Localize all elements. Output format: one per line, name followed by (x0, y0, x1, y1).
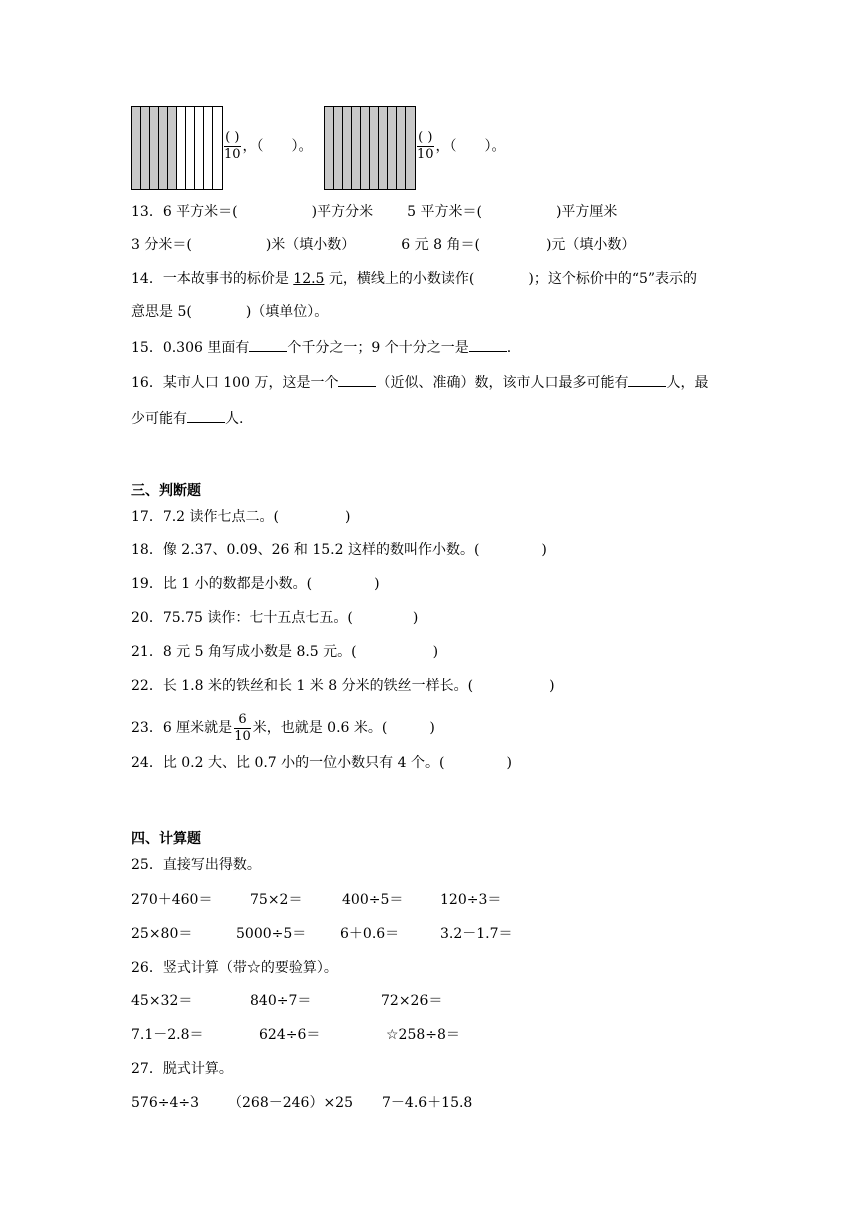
question-18 (131, 540, 547, 560)
text: 5 平方米＝( (407, 204, 482, 220)
text: ) (541, 542, 547, 558)
text: ) (412, 610, 419, 626)
question-13-line-2 (131, 235, 635, 255)
grid-cell (379, 107, 388, 189)
grid-cell (325, 107, 334, 189)
calc-row: 5000÷5＝ (236, 926, 307, 942)
text: ) (549, 678, 555, 694)
question-13-line-1 (131, 202, 617, 222)
question-26 (131, 958, 338, 978)
question-16-line-2 (131, 408, 243, 429)
grid-cell (213, 107, 222, 189)
text: . (506, 340, 512, 356)
grid-cell (195, 107, 204, 189)
text: 比 0.2 大、比 0.7 小的一位小数只有 4 个。( (162, 755, 445, 771)
text: ) (432, 644, 439, 660)
text: 比 1 小的数都是小数。( (162, 576, 313, 592)
blank[interactable] (338, 372, 376, 387)
denominator: 10 (224, 147, 241, 162)
calc-row: 624÷6＝ (259, 1027, 321, 1043)
grid-cell (334, 107, 343, 189)
question-20 (131, 608, 418, 628)
numerator: ( ) (225, 130, 240, 145)
text: 75.75 读作：七十五点七五。( (162, 610, 353, 626)
grid-cell (204, 107, 213, 189)
text: 一本故事书的标价是 (162, 271, 294, 287)
numerator: ( ) (418, 130, 433, 145)
figure-1-answer (222, 130, 313, 163)
grid-cell (370, 107, 379, 189)
text: 像 2.37、0.09、26 和 15.2 这样的数叫作小数。( (162, 542, 480, 558)
question-number: 16． (131, 375, 163, 391)
text: 人，最 (666, 375, 709, 391)
grid-cell (186, 107, 195, 189)
grid-cell (361, 107, 370, 189)
fraction-6-10 (234, 712, 251, 745)
question-24 (131, 753, 512, 773)
question-number: 22． (131, 678, 163, 694)
text: 直接写出得数。 (162, 857, 261, 873)
calc-row: 576÷4÷3 (131, 1095, 199, 1111)
text: 个千分之一；9 个十分之一是 (287, 340, 469, 356)
text: 米，也就是 0.6 米。( (252, 720, 388, 736)
text: 某市人口 100 万，这是一个 (162, 375, 339, 391)
question-27 (131, 1059, 233, 1079)
grid-cell (352, 107, 361, 189)
text: )平方厘米 (555, 204, 618, 220)
text: 6 平方米＝( (162, 204, 238, 220)
grid-cell (406, 107, 415, 189)
question-number: 26． (131, 960, 163, 976)
text: 长 1.8 米的铁丝和长 1 米 8 分米的铁丝一样长。( (162, 678, 474, 694)
question-number: 20． (131, 610, 163, 626)
grid-cell (343, 107, 352, 189)
blank[interactable] (249, 337, 287, 352)
grid-cell (150, 107, 159, 189)
question-23 (131, 710, 435, 746)
denominator: 10 (234, 728, 251, 744)
question-number: 25． (131, 857, 163, 873)
denominator: 10 (417, 147, 434, 162)
question-17 (131, 507, 350, 527)
underlined-price: 12.5 (293, 271, 325, 287)
text: 少可能有 (131, 411, 187, 427)
text: )（填单位）。 (245, 304, 329, 320)
fraction-grid-2 (324, 106, 416, 190)
text: )；这个标价中的“5”表示的 (528, 271, 698, 287)
question-number: 15． (131, 340, 163, 356)
text: 元，横线上的小数读作( (324, 271, 475, 287)
question-15 (131, 337, 511, 358)
text: ) (429, 720, 435, 736)
text: 脱式计算。 (162, 1061, 233, 1077)
question-number: 18． (131, 542, 163, 558)
grid-cell (132, 107, 141, 189)
text: ) (345, 509, 351, 525)
text: 6 元 8 角＝( (401, 237, 480, 253)
text: 意思是 5( (131, 304, 192, 320)
question-number: 19． (131, 576, 163, 592)
question-number: 17． (131, 509, 163, 525)
question-number: 27． (131, 1061, 163, 1077)
question-22 (131, 676, 555, 696)
question-number: 23． (131, 720, 163, 736)
question-25 (131, 855, 261, 875)
grid-cell (397, 107, 406, 189)
calc-row: 270＋460＝ (131, 892, 213, 908)
blank[interactable] (187, 408, 225, 423)
calc-row: 6＋0.6＝ (340, 926, 400, 942)
figure-tail: ，（ ）。 (435, 138, 506, 155)
text: ) (506, 755, 512, 771)
text: 8 元 5 角写成小数是 8.5 元。( (162, 644, 357, 660)
fraction-grid-1 (131, 106, 223, 190)
question-16-line-1 (131, 372, 708, 393)
calc-row: 72×26＝ (381, 993, 443, 1009)
text: 人. (225, 411, 244, 427)
text: 竖式计算（带☆的要验算）。 (162, 960, 338, 976)
calc-row: 45×32＝ (131, 993, 193, 1009)
grid-cell (141, 107, 150, 189)
text: )平方分米 (311, 204, 374, 220)
numerator: 6 (238, 711, 247, 727)
calc-row: 25×80＝ (131, 926, 193, 942)
calc-row: （268－246）×25 (228, 1095, 353, 1111)
text: 6 厘米就是 (162, 720, 233, 736)
calc-row: 75×2＝ (250, 892, 303, 908)
question-21 (131, 642, 438, 662)
grid-cell (388, 107, 397, 189)
question-number: 13． (131, 204, 163, 220)
question-number: 14． (131, 271, 163, 287)
blank[interactable] (628, 372, 666, 387)
fraction (417, 130, 434, 163)
section-heading-judge: 三、判断题 (131, 483, 201, 499)
calc-row: 840÷7＝ (250, 993, 312, 1009)
figure-tail: ，（ ）。 (242, 138, 313, 155)
text: 7.2 读作七点二。( (162, 509, 280, 525)
calc-row: 120÷3＝ (440, 892, 502, 908)
text: ) (374, 576, 380, 592)
calc-row: 400÷5＝ (342, 892, 404, 908)
text: （近似、准确）数，该市人口最多可能有 (376, 375, 629, 391)
section-heading-calc: 四、计算题 (131, 831, 201, 847)
fraction (224, 130, 241, 163)
calc-row: ☆258÷8＝ (386, 1027, 460, 1043)
grid-cell (168, 107, 177, 189)
question-14-line-2 (131, 302, 328, 322)
question-number: 21． (131, 644, 163, 660)
grid-cell (177, 107, 186, 189)
text: 3 分米＝( (131, 237, 192, 253)
calc-row: 7－4.6＋15.8 (382, 1095, 473, 1111)
question-number: 24． (131, 755, 163, 771)
calc-row: 7.1－2.8＝ (131, 1027, 204, 1043)
figure-2-answer (415, 130, 506, 163)
blank[interactable] (469, 337, 507, 352)
text: )米（填小数） (265, 237, 356, 253)
text: 0.306 里面有 (162, 340, 250, 356)
calc-row: 3.2－1.7＝ (440, 926, 513, 942)
text: )元（填小数） (545, 237, 636, 253)
grid-cell (159, 107, 168, 189)
question-14-line-1 (131, 269, 697, 289)
question-19 (131, 574, 380, 594)
